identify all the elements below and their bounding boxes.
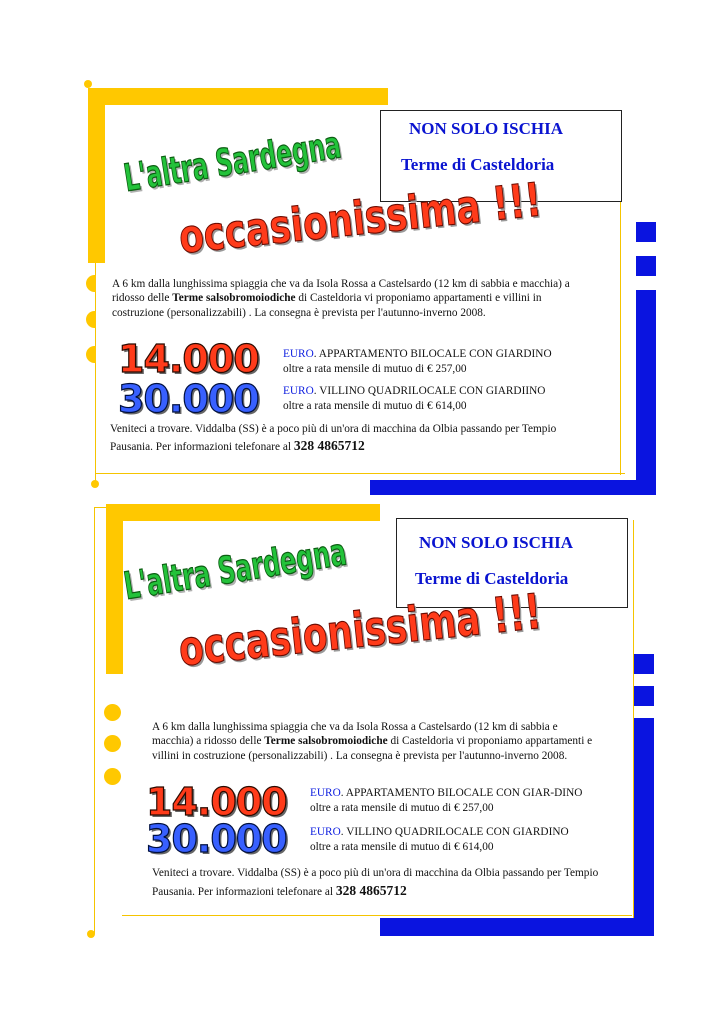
intro-paragraph: A 6 km dalla lunghissima spiaggia che va da Isola Rossa a Castelsardo (12 km di sabbia e macchia) a ridosso delle Terme salsobromoiodiche di Casteldoria vi proponiamo appartamenti e villini in costruzione (personalizzabili) . La consegna è prevista per l'autunno-inverno 2008. [112,278,570,319]
blue-square [634,718,654,738]
blue-square [636,222,656,242]
offer-2-2-desc: EURO. VILLINO QUADRILOCALE CON GIARDINO oltre a rata mensile di mutuo di € 614,00 [310,826,569,853]
logo-text: L'altra Sardegna [121,123,344,201]
yellow-line-bottom [95,473,625,474]
blue-frame-right [634,738,654,936]
yellow-circle [104,704,121,721]
title-line-1: NON SOLO ISCHIA [419,533,573,552]
contact-paragraph: Veniteci a trovare. Viddalba (SS) è a poco più di un'ora di macchina da Olbia passando per Tempio Pausania. Per informazioni telefonare al 328 4865712 [152,867,599,898]
yellow-line-top [94,507,106,508]
price-30000: 30.000 [146,817,287,861]
price-14000: 14.000 [146,780,287,824]
offer-2-1-desc: EURO. APPARTAMENTO BILOCALE CON GIAR-DINO oltre a rata mensile di mutuo di € 257,00 [310,787,583,814]
offer-2-desc: EURO. VILLINO QUADRILOCALE CON GIARDIINO oltre a rata mensile di mutuo di € 614,00 [283,385,546,412]
title-line-1: NON SOLO ISCHIA [409,119,563,138]
yellow-frame-left [88,88,105,263]
yellow-frame-left [106,504,123,674]
yellow-frame-top [106,504,380,521]
yellow-dot [91,480,99,488]
blue-square [634,686,654,706]
headline: occasionissima !!! [176,172,544,264]
blue-square [636,256,656,276]
intro-paragraph: A 6 km dalla lunghissima spiaggia che va da Isola Rossa a Castelsardo (12 km di sabbia e macchia) a ridosso delle Terme salsobromoiodiche di Casteldoria vi proponiamo appartamenti e villini in costruzione (personalizzabili) . La consegna è prevista per l'autunno-inverno 2008. [152,721,593,762]
title-line-2: Terme di Casteldoria [401,155,555,174]
blue-frame-right [636,310,656,495]
blue-square [636,290,656,310]
yellow-circle [104,735,121,752]
yellow-dot [87,930,95,938]
contact-paragraph: Veniteci a trovare. Viddalba (SS) è a poco più di un'ora di macchina da Olbia passando per Tempio Pausania. Per informazioni telefonare al 328 4865712 [110,423,557,453]
yellow-circle [104,768,121,785]
title-line-2: Terme di Casteldoria [415,569,569,588]
yellow-line-right [620,200,621,475]
blue-square [634,654,654,674]
blue-frame-bottom [380,918,654,936]
yellow-line-bottom [122,915,632,916]
yellow-line-left [94,507,95,934]
white-mask [96,270,108,370]
logo-text: L'altra Sardegna [121,530,350,609]
phone-number: 328 4865712 [335,883,407,898]
terme-bold: Terme salsobromoiodiche [264,735,388,748]
yellow-frame-top [88,88,388,105]
price-14000: 14.000 [118,337,259,381]
yellow-dot [84,80,92,88]
blue-frame-bottom [370,480,656,495]
phone-number: 328 4865712 [293,437,365,453]
terme-bold: Terme salsobromoiodiche [172,292,296,305]
offer-1-desc: EURO. APPARTAMENTO BILOCALE CON GIARDINO oltre a rata mensile di mutuo di € 257,00 [283,348,552,375]
price-30000: 30.000 [118,377,259,421]
headline: occasionissima !!! [176,582,544,677]
